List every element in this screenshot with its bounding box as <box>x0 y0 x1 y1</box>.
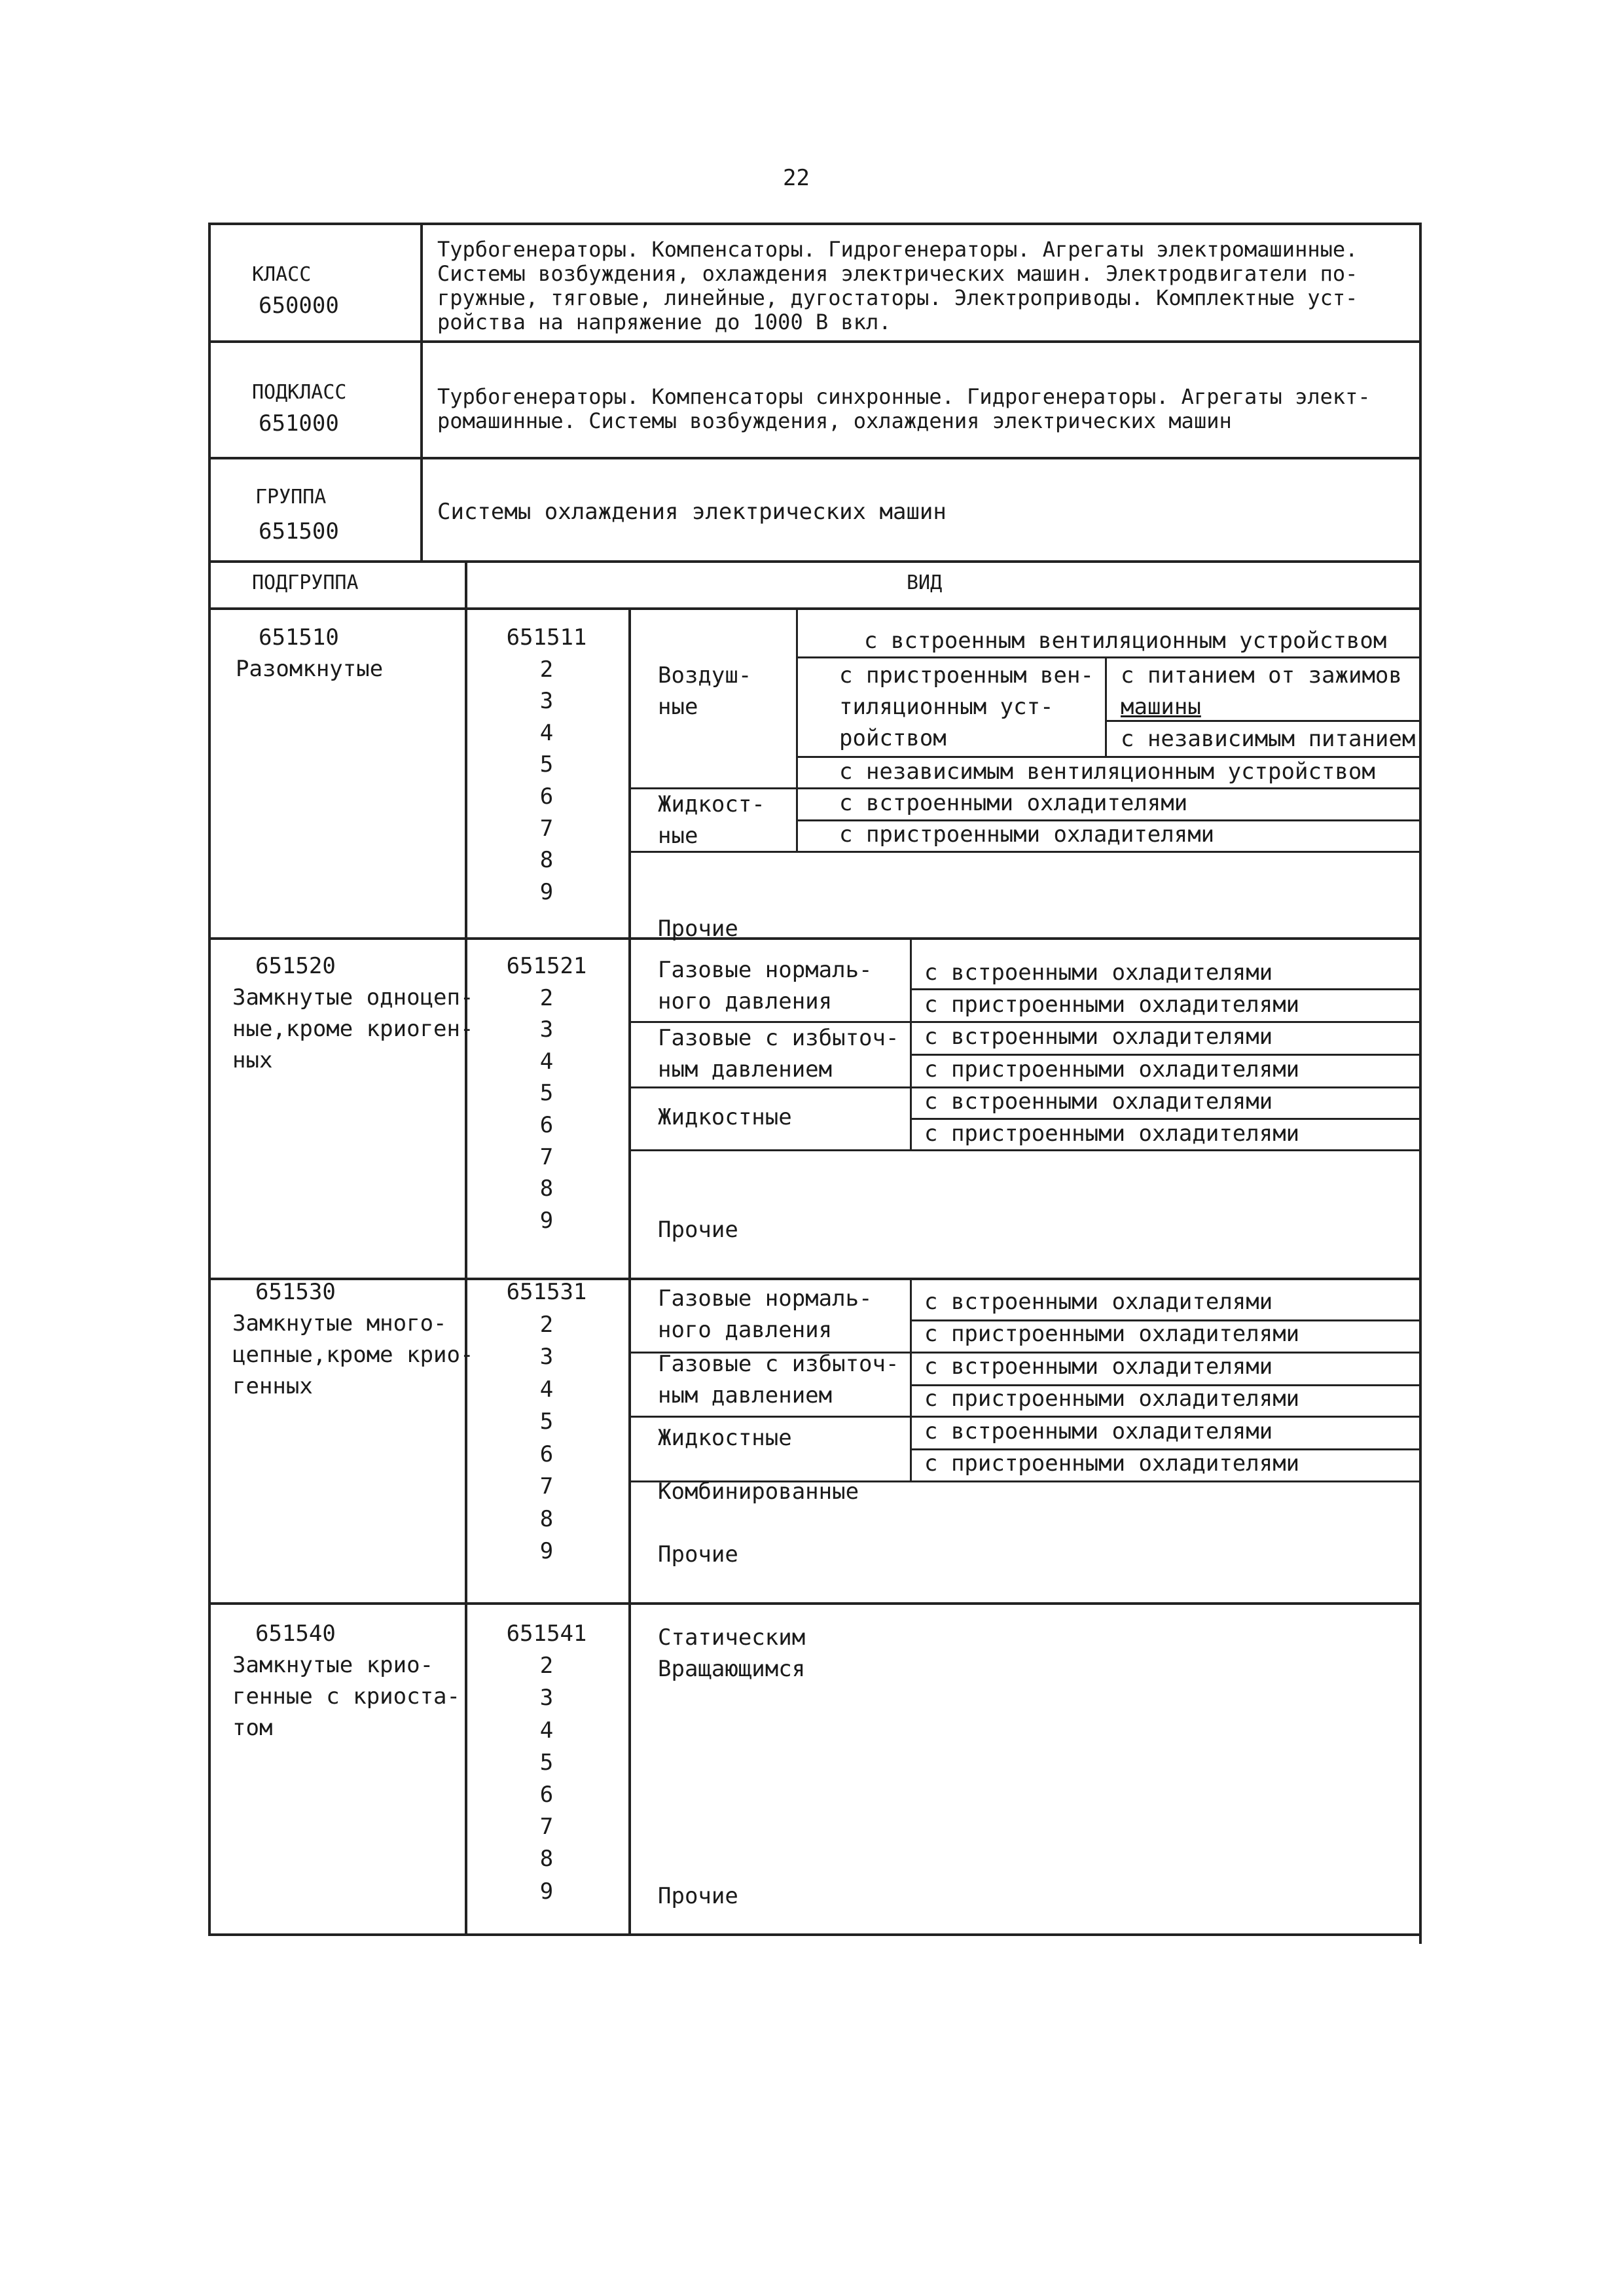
code-num: 4 <box>539 719 554 746</box>
rule <box>208 937 1422 940</box>
vid-cooler-rows <box>924 1286 1299 1480</box>
rule <box>465 560 467 1936</box>
code-num: 4 <box>539 1717 554 1744</box>
text-line: машины <box>1121 694 1201 720</box>
vid-gas-excess <box>658 1348 899 1411</box>
vid-liquid: Жидкостные <box>658 1425 792 1451</box>
rule <box>796 787 798 853</box>
code-num: 8 <box>539 847 554 874</box>
subgroup-name: Замкнутые крио- <box>232 1652 434 1678</box>
text-line: тиляционным уст- <box>839 694 1054 720</box>
subgroup-name: ных <box>232 1047 273 1073</box>
vid-builtin-coolers: с встроенными охладителями <box>839 790 1188 816</box>
subgroup-name: генных <box>232 1373 313 1399</box>
text-line: Жидкост- <box>658 791 765 817</box>
vid-builtin-vent: с встроенным вентиляционным устройством <box>864 628 1387 654</box>
subgroup-name: цепные,кроме крио- <box>232 1342 474 1368</box>
text-line: с встроенными охладителями <box>924 960 1273 986</box>
subgroup-651520 <box>232 950 474 1076</box>
rule <box>208 223 211 1936</box>
vid-gas-normal <box>658 954 873 1017</box>
rule <box>1419 223 1422 1944</box>
rule <box>910 1278 912 1482</box>
text-line: ромашинные. Системы возбуждения, охлаждения электрических машин <box>437 408 1232 433</box>
code-num: 2 <box>539 984 554 1011</box>
code-first: 651541 <box>506 1621 587 1647</box>
code-num: 9 <box>539 1878 554 1905</box>
text-line: Газовые нормаль- <box>658 1285 873 1312</box>
vid-independent-vent: с независимым вентиляционным устройством <box>839 759 1375 785</box>
klass-description <box>437 238 1358 334</box>
text-line: с пристроенным вен- <box>839 662 1094 689</box>
code-first: 651511 <box>506 624 587 651</box>
vid-air <box>658 660 751 723</box>
vid-power-clamps <box>1121 660 1402 723</box>
rule <box>796 607 798 797</box>
text-line: с пристроенными охладителями <box>924 1386 1300 1412</box>
subgroup-651530 <box>232 1276 474 1402</box>
code-num: 6 <box>539 1782 554 1808</box>
rule <box>208 1602 1422 1605</box>
text-line: ным давлением <box>658 1382 833 1408</box>
code-num: 5 <box>539 1080 554 1107</box>
subgroup-code: 651510 <box>259 624 339 651</box>
podklass-label: ПОДКЛАСС <box>252 381 347 404</box>
subgroup-code: 651540 <box>255 1621 336 1647</box>
vid-attached-vent <box>839 660 1094 754</box>
text-line: Газовые с избыточ- <box>658 1351 899 1377</box>
subgroup-name: Замкнутые много- <box>232 1310 447 1336</box>
page-number: 22 <box>783 165 810 191</box>
rule <box>796 656 1419 658</box>
vid-cryostat <box>658 1622 805 1685</box>
subgroup-651540 <box>232 1618 460 1744</box>
code-num: 4 <box>539 1048 554 1075</box>
code-list <box>484 622 609 908</box>
rule <box>208 1933 1422 1936</box>
code-num: 8 <box>539 1505 554 1532</box>
text-line: ройством <box>839 725 947 751</box>
subgroup-name: Замкнутые одноцеп- <box>232 984 474 1011</box>
text-line: ные <box>658 823 698 849</box>
subgroup-name: том <box>232 1715 273 1741</box>
code-num: 8 <box>539 1846 554 1873</box>
header-podgruppa: ПОДГРУППА <box>252 571 359 594</box>
code-first: 651531 <box>506 1279 587 1305</box>
code-num: 6 <box>539 1441 554 1467</box>
podklass-code: 651000 <box>259 410 339 437</box>
vid-other: Прочие <box>658 1541 738 1568</box>
vid-combined: Комбинированные <box>658 1479 859 1505</box>
text-line: ного давления <box>658 1317 833 1343</box>
code-num: 7 <box>539 1143 554 1170</box>
rule <box>796 756 1419 758</box>
klass-code: 650000 <box>259 293 339 319</box>
text-line: Турбогенераторы. Компенсаторы. Гидрогенераторы. Агрегаты электромашинные. <box>437 237 1358 262</box>
text-line: с пристроенными охладителями <box>924 1056 1300 1083</box>
code-num: 7 <box>539 1814 554 1840</box>
code-num: 2 <box>539 1653 554 1679</box>
rule <box>628 607 631 1936</box>
vid-cooler-rows <box>924 957 1299 1150</box>
rule <box>1105 656 1107 756</box>
podklass-description <box>437 385 1371 433</box>
code-num: 9 <box>539 878 554 905</box>
subgroup-code: 651520 <box>255 953 336 979</box>
vid-liquid <box>658 789 765 852</box>
code-num: 3 <box>539 1016 554 1043</box>
text-line: с пристроенными охладителями <box>924 992 1300 1018</box>
gruppa-label: ГРУППА <box>255 486 327 509</box>
code-num: 6 <box>539 783 554 810</box>
vid-independent-power: с независимым питанием <box>1121 726 1416 752</box>
vid-gas-normal <box>658 1283 873 1346</box>
subgroup-name: Разомкнутые <box>236 656 384 682</box>
subgroup-name: ные,кроме криоген- <box>232 1016 474 1042</box>
klass-label: КЛАСС <box>252 263 312 286</box>
code-num: 3 <box>539 1344 554 1370</box>
rule <box>208 457 1422 459</box>
code-num: 8 <box>539 1175 554 1202</box>
text-line: с пристроенными охладителями <box>924 1321 1300 1348</box>
code-num: 6 <box>539 1111 554 1138</box>
text-line: с питанием от зажимов <box>1121 662 1402 689</box>
rule <box>208 223 1422 225</box>
rule <box>208 607 1422 610</box>
code-num: 9 <box>539 1207 554 1234</box>
rule <box>208 560 1422 563</box>
subgroup-name: генные с криоста- <box>232 1683 460 1710</box>
text-line: Вращающимся <box>658 1656 806 1682</box>
text-line: с встроенными охладителями <box>924 1088 1273 1115</box>
code-num: 5 <box>539 751 554 778</box>
code-num: 5 <box>539 1749 554 1776</box>
code-num: 2 <box>539 1311 554 1338</box>
text-line: Статическим <box>658 1624 806 1651</box>
text-line: Воздуш- <box>658 662 752 689</box>
vid-attached-coolers: с пристроенными охладителями <box>839 821 1215 848</box>
code-list <box>484 1618 609 1908</box>
code-num: 3 <box>539 1685 554 1712</box>
subgroup-code: 651530 <box>255 1279 336 1305</box>
text-line: Газовые с избыточ- <box>658 1025 899 1051</box>
vid-other: Прочие <box>658 916 738 942</box>
text-line: гружные, тяговые, линейные, дугостаторы. Электроприводы. Комплектные уст- <box>437 285 1358 310</box>
vid-gas-excess <box>658 1022 899 1085</box>
vid-other: Прочие <box>658 1883 738 1909</box>
text-line: с встроенными охладителями <box>924 1353 1273 1380</box>
code-num: 9 <box>539 1538 554 1564</box>
code-num: 4 <box>539 1376 554 1403</box>
text-line: ройства на напряжение до 1000 В вкл. <box>437 310 892 334</box>
text-line: Газовые нормаль- <box>658 957 873 983</box>
code-list <box>484 950 609 1236</box>
gruppa-code: 651500 <box>259 518 339 545</box>
code-list <box>484 1276 609 1568</box>
text-line: ные <box>658 694 698 720</box>
rule <box>208 340 1422 343</box>
text-line: с встроенными охладителями <box>924 1418 1273 1444</box>
code-first: 651521 <box>506 953 587 979</box>
vid-liquid: Жидкостные <box>658 1104 792 1130</box>
text-line: с встроенными охладителями <box>924 1289 1273 1315</box>
code-num: 5 <box>539 1408 554 1435</box>
text-line: Системы возбуждения, охлаждения электрических машин. Электродвигатели по- <box>437 261 1358 286</box>
text-line: ным давлением <box>658 1056 833 1083</box>
text-line: Турбогенераторы. Компенсаторы синхронные. Гидрогенераторы. Агрегаты элект- <box>437 384 1371 409</box>
rule <box>420 223 423 562</box>
gruppa-description: Системы охлаждения электрических машин <box>437 499 947 525</box>
subgroup-651510 <box>236 622 384 685</box>
vid-other: Прочие <box>658 1217 738 1243</box>
text-line: ного давления <box>658 988 833 1014</box>
code-num: 7 <box>539 1473 554 1499</box>
header-vid: ВИД <box>907 571 943 594</box>
code-num: 7 <box>539 815 554 842</box>
text-line: с пристроенными охладителями <box>924 1121 1300 1147</box>
code-num: 3 <box>539 688 554 715</box>
text-line: с встроенными охладителями <box>924 1024 1273 1050</box>
text-line: с пристроенными охладителями <box>924 1450 1300 1477</box>
code-num: 2 <box>539 656 554 683</box>
